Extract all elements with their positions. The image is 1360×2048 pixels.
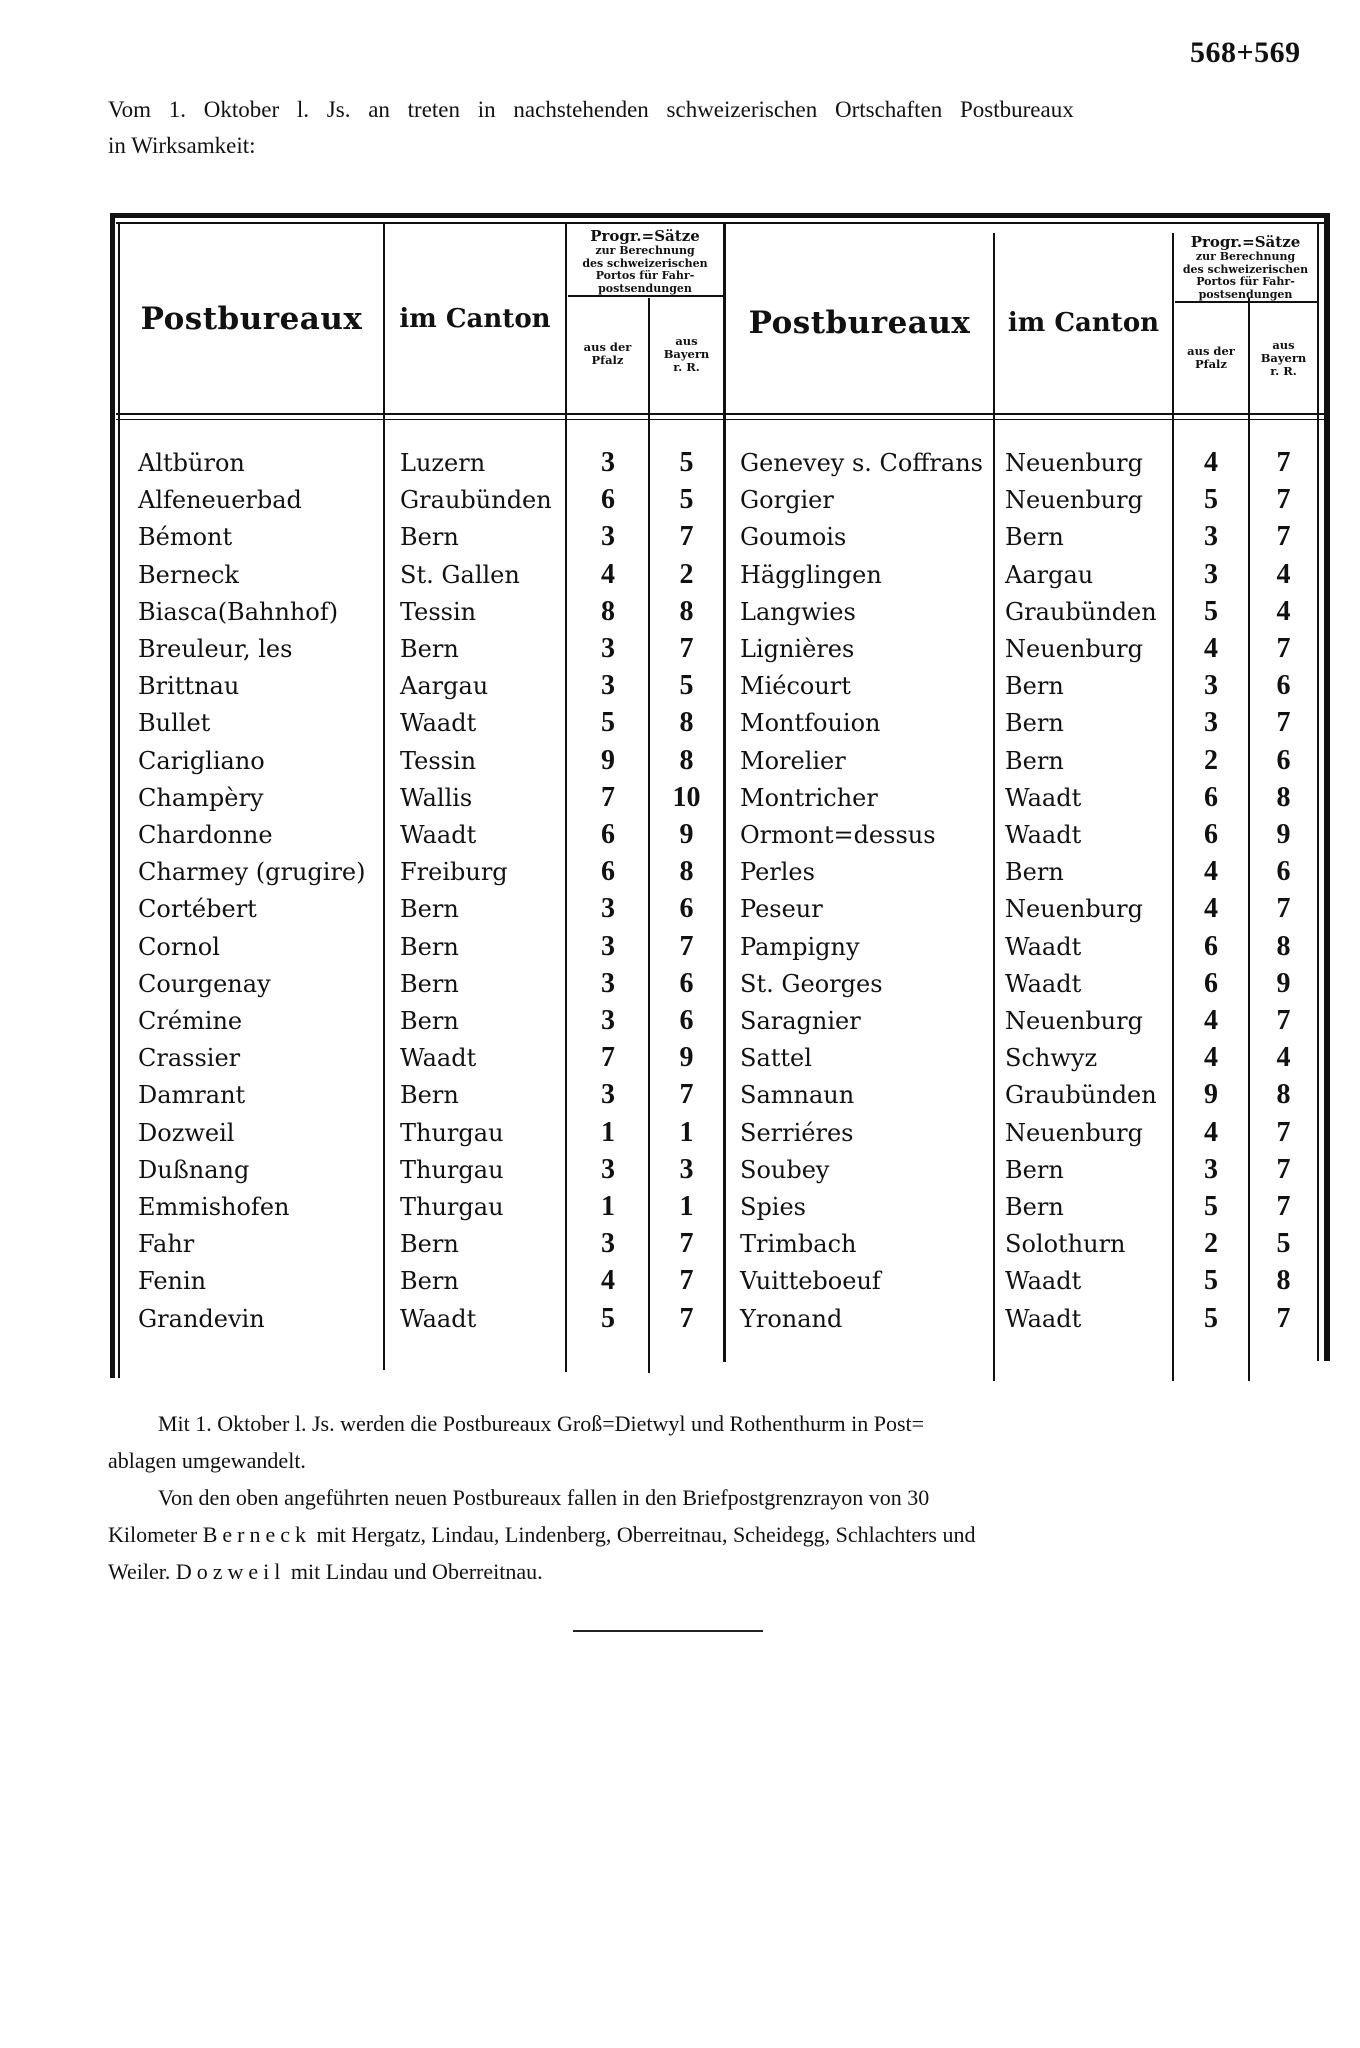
rate-bayern: 7 [1276,1302,1291,1334]
table-row [110,817,1330,853]
table-row [110,891,1330,927]
office-name: Morelier [740,746,846,775]
office-name: Montricher [740,783,878,812]
rate-bayern: 6 [679,1005,694,1036]
canton-name: Solothurn [1005,1230,1126,1259]
canton-name: Thurgau [400,1155,504,1184]
header-bayern-left [650,297,723,411]
bayern-label: Bayern [1260,350,1307,365]
table-row [110,557,1330,593]
rate-bayern: 2 [679,558,694,590]
rate-pfalz: 2 [1204,744,1218,776]
rate-pfalz: 3 [601,1153,615,1185]
rate-bayern: 4 [1276,1042,1291,1074]
office-name: Yronand [740,1304,843,1333]
rate-bayern: 5 [1276,1228,1291,1260]
table-row [110,594,1330,630]
rate-bayern: 8 [679,595,694,627]
rate-bayern: 7 [1276,484,1291,516]
table-row [110,854,1330,890]
rate-bayern: 8 [1276,930,1291,962]
rate-bayern: 7 [1276,633,1291,664]
office-name: Chardonne [138,821,273,849]
rate-bayern: 9 [1276,967,1291,999]
canton-name: Bern [400,969,459,998]
canton-name: Freiburg [400,858,508,887]
table-row [110,705,1330,741]
canton-name: Waadt [1005,1267,1082,1296]
office-name: Hägglingen [740,560,882,589]
canton-name: Schwyz [1005,1044,1098,1073]
rate-pfalz: 3 [601,447,615,478]
table-border [110,213,1330,218]
rate-bayern: 3 [679,1153,694,1185]
canton-name: Bern [400,1081,459,1110]
office-name: Miécourt [740,672,851,701]
office-name: Lignières [740,635,855,663]
bayern-label: aus [1272,337,1295,352]
office-name: Crassier [138,1044,241,1073]
office-name: Carigliano [138,746,265,775]
rate-bayern: 8 [679,856,694,888]
rate-bayern: 1 [679,1191,694,1222]
rate-pfalz: 3 [1204,1153,1218,1185]
pfalz-label: Pfalz [1195,357,1227,371]
rate-pfalz: 6 [1204,967,1218,999]
canton-name: Bern [400,1007,459,1035]
closing-paragraph-1 [108,1405,1328,1479]
header-divider [116,413,1324,415]
office-name: Gorgier [740,486,834,515]
header-rates-left [567,227,723,295]
rate-pfalz: 3 [601,893,615,925]
header-postbureaux-right: Postbureaux [748,305,971,341]
rate-pfalz: 3 [1204,558,1218,590]
rate-pfalz: 7 [601,781,615,813]
office-name: Champèry [138,783,264,812]
rate-bayern: 8 [1276,781,1291,813]
canton-name: Bern [400,523,459,552]
office-name: Cornol [138,932,220,961]
rate-bayern: 7 [1276,521,1291,553]
rate-bayern: 8 [679,707,694,739]
rate-pfalz: 6 [1204,819,1218,850]
table-row [110,1077,1330,1113]
rates-desc: Portos für Fahr- [1196,275,1295,288]
rate-bayern: 9 [679,1042,694,1074]
canton-name: Waadt [400,1044,477,1073]
rate-pfalz: 4 [1204,1005,1218,1036]
rate-pfalz: 9 [1204,1079,1218,1111]
closing-p2-line1: Von den oben angeführten neuen Postbureaux fallen in den Briefpostgrenzrayon von 30 [158,1485,930,1510]
pfalz-label: aus der [1187,344,1235,358]
rate-bayern: 7 [1276,1191,1291,1222]
canton-name: Waadt [1005,932,1082,961]
rates-desc: postsendungen [598,281,692,295]
table-row [110,668,1330,704]
office-name: Montfouion [740,709,881,738]
canton-name: Wallis [400,783,473,812]
rate-bayern: 5 [679,484,694,516]
rate-pfalz: 5 [1204,484,1218,516]
canton-name: Neuenburg [1005,1007,1143,1035]
canton-name: Waadt [400,709,477,738]
canton-name: Bern [400,895,459,924]
office-name: Fenin [138,1267,207,1296]
rate-pfalz: 3 [601,930,615,962]
intro-line-1: Vom 1. Oktober l. Js. an treten in nachstehenden schweizerischen Ortschaften Postbureaux [108,97,1074,122]
rate-bayern: 7 [679,1228,694,1260]
office-name: Perles [740,858,815,887]
rates-title: Progr.=Sätze [590,227,700,245]
canton-name: Waadt [1005,1304,1082,1333]
canton-name: Bern [1005,709,1064,738]
canton-name: Graubünden [1005,1081,1157,1110]
rate-pfalz: 3 [1204,521,1218,553]
canton-name: Waadt [400,1304,477,1333]
rates-desc: Portos für Fahr- [595,269,695,282]
office-name: Saragnier [740,1007,861,1035]
rate-pfalz: 9 [601,744,615,776]
office-name: Pampigny [740,932,860,961]
rate-pfalz: 4 [1204,633,1218,664]
rate-bayern: 7 [1276,1005,1291,1036]
rate-pfalz: 4 [1204,1042,1218,1074]
closing-p1-line1: Mit 1. Oktober l. Js. werden die Postbureaux Groß=Dietwyl und Rothenthurm in Post= [158,1411,925,1436]
intro-paragraph [108,92,1308,164]
table-row [110,445,1330,481]
intro-line-2: in Wirksamkeit: [108,133,256,158]
office-name: Emmishofen [138,1193,290,1221]
office-name: Vuitteboeuf [740,1267,881,1296]
rate-bayern: 7 [1276,447,1291,478]
table-row [110,631,1330,667]
rates-desc: postsendungen [1198,287,1293,301]
closing-paragraph-2 [108,1479,1328,1590]
rate-pfalz: 6 [601,819,615,850]
rate-bayern: 6 [679,967,694,999]
rate-pfalz: 3 [601,670,615,702]
office-name: St. Georges [740,969,883,998]
header-postbureaux-left: Postbureaux [140,301,363,337]
pfalz-label: Pfalz [591,353,624,367]
canton-name: Bern [400,635,459,663]
canton-name: Luzern [400,449,486,477]
table-row [110,743,1330,779]
office-name: Crémine [138,1007,243,1035]
rate-bayern: 7 [679,1302,694,1334]
table-row [110,1003,1330,1039]
office-name: Breuleur, les [138,635,293,663]
rate-bayern: 8 [679,744,694,776]
rate-pfalz: 3 [601,967,615,999]
rate-bayern: 6 [1276,670,1291,702]
canton-name: Aargau [400,672,489,701]
office-name: Damrant [138,1081,246,1110]
table-row [110,1263,1330,1299]
office-name: Alfeneuerbad [138,486,302,515]
header-pfalz-right [1174,303,1248,413]
rate-bayern: 4 [1276,595,1291,627]
office-name: Langwies [740,597,856,626]
rate-bayern: 1 [679,1116,694,1148]
rate-bayern: 10 [672,781,701,813]
header-divider [116,419,1324,420]
table-row [110,1189,1330,1225]
rate-pfalz: 4 [601,1265,615,1297]
canton-name: Tessin [400,597,477,626]
bayern-label: r. R. [673,359,700,374]
office-name: Serriéres [740,1118,854,1147]
closing-p2-line2b: Berneck [202,1522,311,1547]
canton-name: Waadt [1005,783,1082,812]
office-name: Peseur [740,895,823,924]
end-rule [573,1630,763,1632]
canton-name: Neuenburg [1005,486,1143,515]
rate-pfalz: 1 [601,1191,615,1222]
office-name: Brittnau [138,672,240,701]
rate-bayern: 7 [1276,1153,1291,1185]
table-row [110,780,1330,816]
office-name: Goumois [740,523,847,552]
rate-bayern: 7 [1276,893,1291,925]
rate-pfalz: 3 [601,1005,615,1036]
canton-name: Thurgau [400,1118,504,1147]
canton-name: Bern [1005,746,1064,775]
rate-bayern: 5 [679,447,694,478]
office-name: Biasca(Bahnhof) [138,597,339,626]
canton-name: Graubünden [1005,597,1157,626]
header-pfalz-left [567,297,648,411]
canton-name: Bern [1005,1155,1064,1184]
rate-bayern: 6 [679,893,694,925]
rates-desc: zur Berechnung [595,244,695,257]
rate-bayern: 7 [679,521,694,553]
canton-name: Bern [1005,858,1064,887]
office-name: Altbüron [138,449,245,477]
pfalz-label: aus der [583,340,632,354]
rate-pfalz: 5 [1204,1302,1218,1334]
rate-pfalz: 6 [1204,930,1218,962]
canton-name: Bern [1005,672,1064,701]
office-name: Soubey [740,1155,830,1184]
office-name: Dußnang [138,1155,250,1184]
rate-pfalz: 3 [601,1079,615,1111]
header-bayern-right [1250,303,1317,413]
closing-p1-line2: ablagen umgewandelt. [108,1448,306,1473]
office-name: Courgenay [138,969,271,998]
rates-title: Progr.=Sätze [1190,233,1301,251]
office-name: Berneck [138,560,239,589]
canton-name: Bern [1005,1193,1064,1221]
rate-pfalz: 3 [1204,670,1218,702]
office-name: Sattel [740,1044,812,1073]
office-name: Cortébert [138,895,257,924]
office-name: Fahr [138,1230,195,1259]
office-name: Dozweil [138,1118,235,1147]
canton-name: Neuenburg [1005,449,1143,477]
table-row [110,966,1330,1002]
office-name: Genevey s. Coffrans [740,449,983,477]
canton-name: Thurgau [400,1193,504,1221]
canton-name: Bern [400,1230,459,1259]
header-canton-left: im Canton [399,304,551,334]
closing-p2-line3c: mit Lindau und Oberreitnau. [290,1559,543,1584]
canton-name: Aargau [1005,560,1094,589]
table-row [110,519,1330,555]
rate-bayern: 7 [1276,1116,1291,1148]
bayern-label: r. R. [1270,363,1297,378]
closing-p2-line2a: Kilometer [108,1522,198,1547]
rate-pfalz: 3 [601,633,615,664]
rate-bayern: 7 [679,1079,694,1111]
office-name: Ormont=dessus [740,821,936,849]
rate-pfalz: 5 [601,707,615,739]
rate-pfalz: 3 [1204,707,1218,739]
rate-pfalz: 4 [1204,447,1218,478]
closing-p2-line3b: Dozweil [175,1559,286,1584]
bayern-label: Bayern [663,346,710,361]
table-row [110,482,1330,518]
canton-name: Bern [400,932,459,961]
rate-pfalz: 4 [1204,893,1218,925]
rate-pfalz: 5 [1204,1191,1218,1222]
table-row [110,1301,1330,1337]
rate-pfalz: 3 [601,521,615,553]
office-name: Trimbach [740,1230,857,1259]
bayern-label: aus [675,333,698,348]
closing-p2-line3a: Weiler. [108,1559,171,1584]
rate-pfalz: 4 [601,558,615,590]
rate-pfalz: 6 [1204,781,1218,813]
rate-bayern: 6 [1276,744,1291,776]
table-row [110,1226,1330,1262]
rate-pfalz: 4 [1204,856,1218,888]
rate-pfalz: 1 [601,1116,615,1148]
header-canton-right: im Canton [1007,308,1160,338]
office-name: Bémont [138,523,233,552]
table-row [110,1040,1330,1076]
rate-bayern: 9 [1276,819,1291,850]
canton-name: St. Gallen [400,560,520,589]
rate-bayern: 7 [679,1265,694,1297]
rate-bayern: 9 [679,819,694,850]
rate-pfalz: 7 [601,1042,615,1074]
canton-name: Bern [400,1267,459,1296]
closing-p2-line2c: mit Hergatz, Lindau, Lindenberg, Oberreitnau, Scheidegg, Schlachters und [316,1522,976,1547]
canton-name: Neuenburg [1005,895,1143,924]
rate-bayern: 4 [1276,558,1291,590]
rate-bayern: 5 [679,670,694,702]
canton-name: Waadt [400,821,477,849]
canton-name: Graubünden [400,486,552,515]
canton-name: Neuenburg [1005,1118,1143,1147]
office-name: Samnaun [740,1081,855,1110]
page-number: 568+569 [1190,36,1301,69]
rates-desc: des schweizerischen [1182,262,1309,276]
table-border [116,222,1324,224]
office-name: Bullet [138,709,211,738]
rate-pfalz: 4 [1204,1116,1218,1148]
rate-pfalz: 3 [601,1228,615,1260]
rate-pfalz: 5 [601,1302,615,1334]
office-name: Charmey (grugire) [138,858,366,887]
rate-pfalz: 6 [601,484,615,516]
rate-bayern: 8 [1276,1079,1291,1111]
canton-name: Bern [1005,523,1064,552]
table-row [110,929,1330,965]
rate-bayern: 7 [679,930,694,962]
rate-pfalz: 5 [1204,595,1218,627]
rates-desc: des schweizerischen [582,256,708,270]
canton-name: Waadt [1005,821,1082,849]
canton-name: Waadt [1005,969,1082,998]
canton-name: Tessin [400,746,477,775]
table-row [110,1115,1330,1151]
canton-name: Neuenburg [1005,635,1143,663]
office-name: Grandevin [138,1304,265,1333]
rate-bayern: 7 [679,633,694,664]
rate-pfalz: 8 [601,595,615,627]
rate-pfalz: 6 [601,856,615,888]
rate-bayern: 7 [1276,707,1291,739]
rate-bayern: 6 [1276,856,1291,888]
table-row [110,1152,1330,1188]
header-rates-right [1174,233,1317,301]
rate-pfalz: 5 [1204,1265,1218,1297]
office-name: Spies [740,1193,806,1221]
rate-pfalz: 2 [1204,1228,1218,1260]
rates-desc: zur Berechnung [1195,250,1296,263]
rate-bayern: 8 [1276,1265,1291,1297]
postbureaux-table [110,213,1330,1383]
